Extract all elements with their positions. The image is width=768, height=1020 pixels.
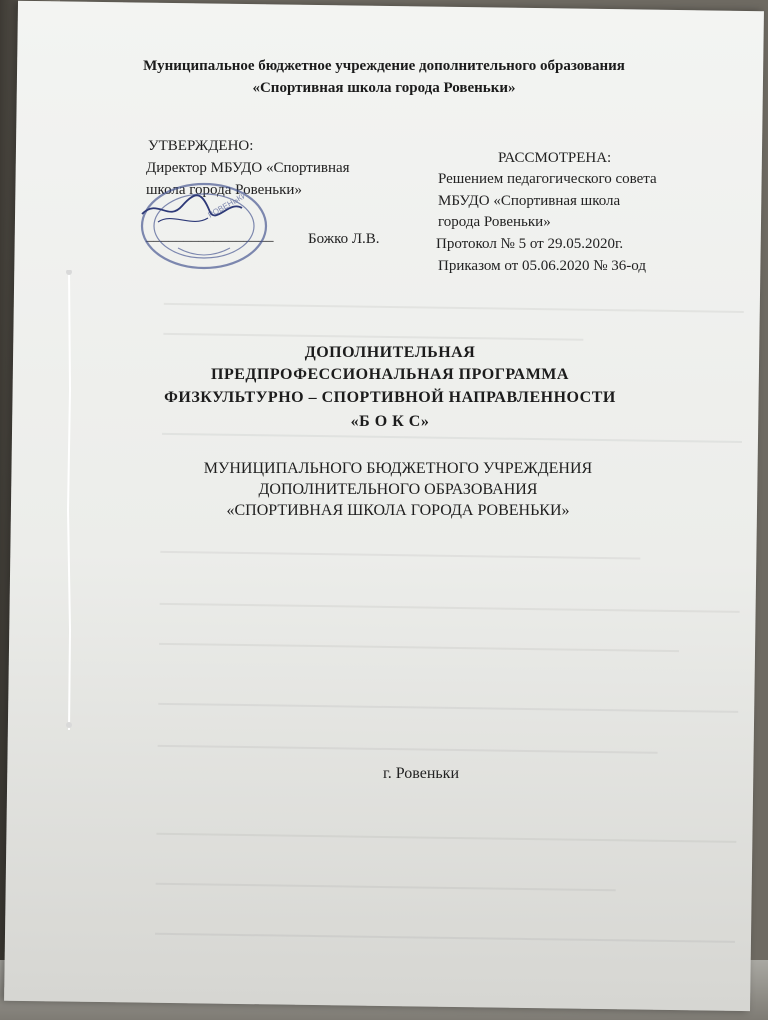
considered-line-3: города Ровеньки» (438, 214, 551, 230)
city: г. Ровеньки (383, 765, 460, 782)
svg-text:РОВЕНЬКИ: РОВЕНЬКИ (206, 190, 249, 220)
signer-name: Божко Л.В. (308, 231, 380, 247)
title-line-1: ДОПОЛНИТЕЛЬНАЯ (304, 344, 476, 361)
institution-line-1: МУНИЦИПАЛЬНОГО БЮДЖЕТНОГО УЧРЕЖДЕНИЯ (203, 460, 593, 477)
title-line-2: ПРЕДПРОФЕССИОНАЛЬНАЯ ПРОГРАММА (211, 366, 569, 383)
institution-line-3: «СПОРТИВНАЯ ШКОЛА ГОРОДА РОВЕНЬКИ» (226, 502, 570, 519)
order-line: Приказом от 05.06.2020 № 36-од (438, 258, 646, 274)
approved-line-2: школа города Ровеньки» (146, 182, 302, 198)
header-line-2: «Спортивная школа города Ровеньки» (252, 80, 516, 96)
approved-label: УТВЕРЖДЕНО: (148, 138, 254, 154)
protocol-line: Протокол № 5 от 29.05.2020г. (436, 236, 624, 252)
header-line-1: Муниципальное бюджетное учреждение дополнительного образования (143, 58, 625, 74)
considered-line-2: МБУДО «Спортивная школа (438, 193, 621, 209)
signature-line: _________________ (146, 228, 274, 244)
official-stamp (138, 178, 270, 270)
considered-label: РАССМОТРЕНА: (498, 150, 612, 166)
title-line-4: «Б О К С» (350, 413, 430, 430)
institution-line-2: ДОПОЛНИТЕЛЬНОГО ОБРАЗОВАНИЯ (258, 481, 538, 498)
considered-line-1: Решением педагогического совета (438, 171, 657, 187)
title-line-3: ФИЗКУЛЬТУРНО – СПОРТИВНОЙ НАПРАВЛЕННОСТИ (164, 389, 616, 406)
binding-thread (62, 270, 76, 730)
approved-line-1: Директор МБУДО «Спортивная (146, 160, 350, 176)
